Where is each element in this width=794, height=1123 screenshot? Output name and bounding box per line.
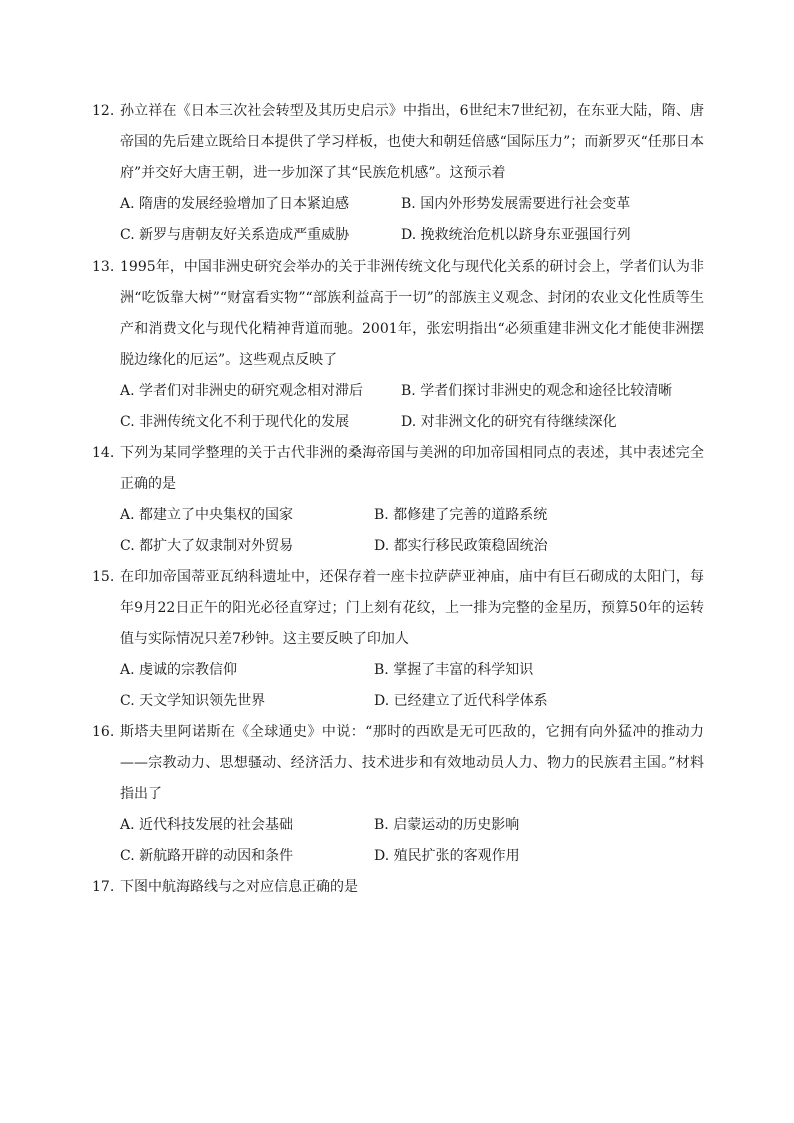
options xyxy=(120,376,704,438)
question-number: 13. xyxy=(92,259,115,275)
option-c[interactable]: C. 都扩大了奴隶制对外贸易 xyxy=(120,538,294,554)
question-15 xyxy=(92,562,704,717)
question-stem: 下列为某同学整理的关于古代非洲的桑海帝国与美洲的印加帝国相同点的表述，其中表述完全正确的是 xyxy=(120,445,704,492)
option-b[interactable]: B. 都修建了完善的道路系统 xyxy=(374,507,548,523)
question-stem: 斯塔夫里阿诺斯在《全球通史》中说：“那时的西欧是无可匹敌的，它拥有向外猛冲的推动力——宗教动力、思想骚动、经济活力、技术进步和有效地动员人力、物力的民族君主国。”材料指出了 xyxy=(120,724,704,802)
option-a[interactable]: A. 虔诚的宗教信仰 xyxy=(120,662,238,678)
question-number: 15. xyxy=(92,569,115,585)
question-stem: 孙立祥在《日本三次社会转型及其历史启示》中指出，6世纪末7世纪初，在东亚大陆，隋、唐帝国的先后建立既给日本提供了学习样板，也使大和朝廷倍感“国际压力”；而新罗灭“任那日本府”并交好大唐王朝，进一步加深了其“民族危机感”。这预示着 xyxy=(120,103,704,181)
question-13 xyxy=(92,252,704,438)
option-a[interactable]: A. 学者们对非洲史的研究观念相对滞后 xyxy=(120,383,364,399)
option-d[interactable]: D. 殖民扩张的客观作用 xyxy=(374,848,520,864)
option-d[interactable]: D. 对非洲文化的研究有待继续深化 xyxy=(401,414,617,430)
question-number: 12. xyxy=(92,103,115,119)
options xyxy=(120,500,704,562)
question-number: 17. xyxy=(92,879,115,895)
question-17 xyxy=(92,872,704,903)
options xyxy=(120,189,704,251)
question-stem: 1995年，中国非洲史研究会举办的关于非洲传统文化与现代化关系的研讨会上，学者们认为非洲“吃饭靠大树”“财富看实物”“部族利益高于一切”的部族主义观念、封闭的农业文化性质等生产和消费文化与现代化精神背道而驰。2001年，张宏明指出“必须重建非洲文化才能使非洲摆脱边缘化的厄运”。这些观点反映了 xyxy=(120,259,704,368)
question-16 xyxy=(92,717,704,872)
option-a[interactable]: A. 都建立了中央集权的国家 xyxy=(120,507,294,523)
options xyxy=(120,655,704,717)
option-d[interactable]: D. 挽救统治危机以跻身东亚强国行列 xyxy=(401,227,631,243)
option-c[interactable]: C. 新航路开辟的动因和条件 xyxy=(120,848,294,864)
question-stem: 在印加帝国蒂亚瓦纳科遗址中，还保存着一座卡拉萨萨亚神庙，庙中有巨石砌成的太阳门，每年9月22日正午的阳光必径直穿过；门上刻有花纹，上一排为完整的金星历，预算50年的运转值与实际情况只差7秒钟。这主要反映了印加人 xyxy=(120,569,704,647)
option-d[interactable]: D. 都实行移民政策稳固统治 xyxy=(374,538,548,554)
question-number: 14. xyxy=(92,445,115,461)
options xyxy=(120,810,704,872)
option-c[interactable]: C. 天文学知识领先世界 xyxy=(120,693,266,709)
option-d[interactable]: D. 已经建立了近代科学体系 xyxy=(374,693,548,709)
option-b[interactable]: B. 启蒙运动的历史影响 xyxy=(374,817,520,833)
option-a[interactable]: A. 近代科技发展的社会基础 xyxy=(120,817,294,833)
option-b[interactable]: B. 国内外形势发展需要进行社会变革 xyxy=(401,196,631,212)
question-stem: 下图中航海路线与之对应信息正确的是 xyxy=(120,879,358,895)
question-14 xyxy=(92,438,704,562)
option-a[interactable]: A. 隋唐的发展经验增加了日本紧迫感 xyxy=(120,196,350,212)
option-c[interactable]: C. 新罗与唐朝友好关系造成严重威胁 xyxy=(120,227,350,243)
question-number: 16. xyxy=(92,724,115,740)
option-c[interactable]: C. 非洲传统文化不利于现代化的发展 xyxy=(120,414,350,430)
option-b[interactable]: B. 学者们探讨非洲史的观念和途径比较清晰 xyxy=(401,383,673,399)
option-b[interactable]: B. 掌握了丰富的科学知识 xyxy=(374,662,534,678)
question-12 xyxy=(92,96,704,251)
